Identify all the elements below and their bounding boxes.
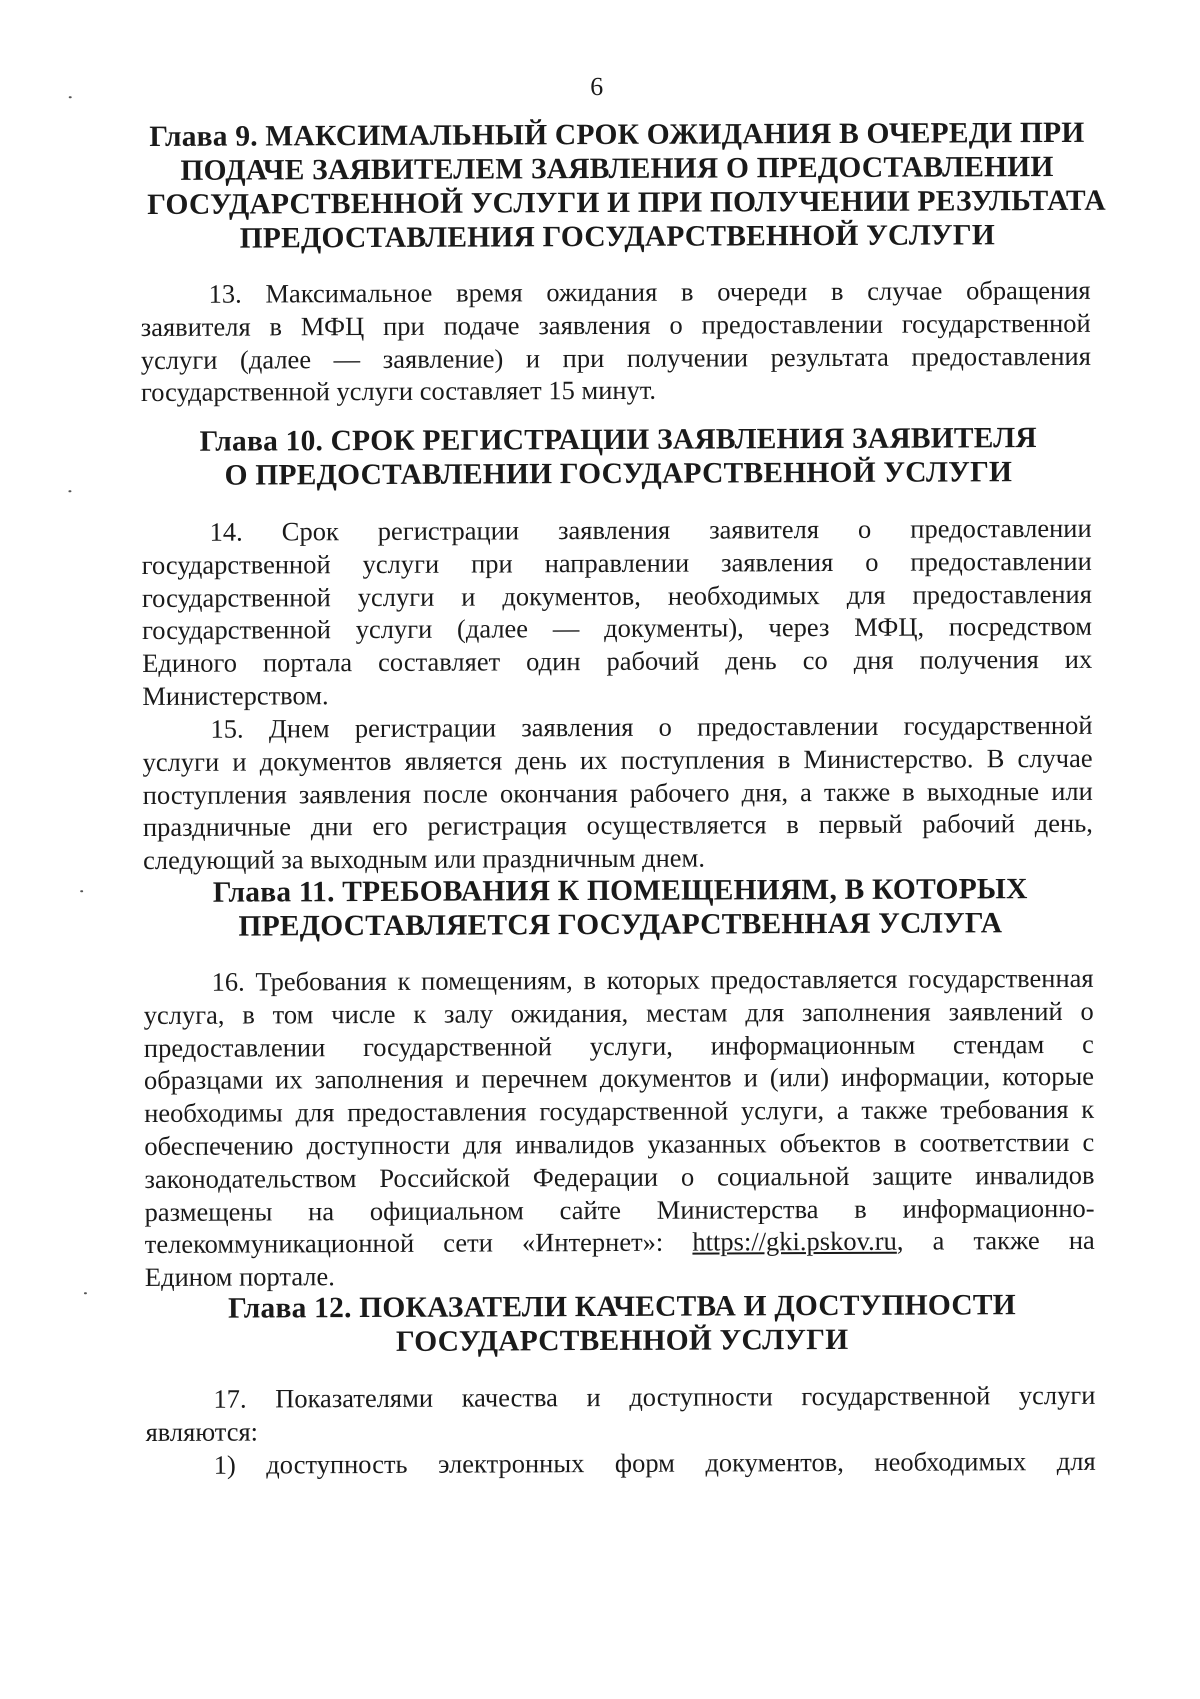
scan-speck	[80, 890, 83, 892]
paragraph-17	[145, 1379, 1095, 1482]
paragraph-line: услуга, в том числе к залу ожидания, местам для заполнения заявлений о	[143, 995, 1094, 1030]
paragraph-line: предоставлении государственной услуги, информационным стендам с	[143, 1028, 1094, 1063]
paragraph-line: государственной услуги и документов, необходимых для предоставления	[141, 578, 1092, 613]
heading-line: Глава 12. ПОКАЗАТЕЛИ КАЧЕСТВА И ДОСТУПНОСТИ	[228, 1289, 1016, 1325]
scan-speck	[68, 490, 71, 492]
heading-line: Глава 11. ТРЕБОВАНИЯ К ПОМЕЩЕНИЯМ, В КОТОРЫХ	[212, 873, 1028, 909]
heading-line: ГОСУДАРСТВЕННОЙ УСЛУГИ И ПРИ ПОЛУЧЕНИИ РЕЗУЛЬТАТА	[147, 184, 1106, 221]
chapter-9-heading	[147, 116, 1106, 256]
paragraph-13	[141, 274, 1092, 409]
heading-line: ПРЕДОСТАВЛЯЕТСЯ ГОСУДАРСТВЕННАЯ УСЛУГА	[238, 907, 1003, 943]
paragraph-line: законодательством Российской Федерации о социальной защите инвалидов	[144, 1159, 1095, 1194]
paragraph-line: поступления заявления после окончания рабочего дня, а также в выходные или	[142, 775, 1093, 810]
paragraph-line: Единого портала составляет один рабочий день со дня получения их	[142, 644, 1093, 679]
paragraph-line: государственной услуги при направлении заявления о предоставлении	[141, 545, 1092, 580]
paragraph-15	[142, 709, 1093, 877]
paragraph-line: 13. Максимальное время ожидания в очереди в случае обращения	[208, 274, 1091, 309]
paragraph-line: образцами их заполнения и перечнем документов и (или) информации, которые	[143, 1061, 1095, 1096]
list-item-1: 1) доступность электронных форм документов, необходимых для	[213, 1445, 1096, 1480]
chapter-12-heading	[152, 1288, 1092, 1360]
chapter-10-heading	[148, 421, 1088, 493]
ministry-website-link[interactable]: https://gki.pskov.ru	[692, 1226, 897, 1257]
heading-line: О ПРЕДОСТАВЛЕНИИ ГОСУДАРСТВЕННОЙ УСЛУГИ	[224, 456, 1013, 492]
link-line-prefix: телекоммуникационной сети «Интернет»:	[144, 1227, 664, 1260]
paragraph-16	[144, 962, 1095, 1294]
chapter-11-heading	[150, 872, 1090, 944]
scan-speck	[69, 96, 72, 98]
paragraph-line: заявителя в МФЦ при подаче заявления о предоставлении государственной	[140, 307, 1091, 342]
paragraph-line: 14. Срок регистрации заявления заявителя о предоставлении	[209, 512, 1092, 547]
paragraph-14	[142, 512, 1093, 713]
paragraph-line: Едином портале.	[144, 1261, 335, 1293]
heading-line: ПОДАЧЕ ЗАЯВИТЕЛЕМ ЗАЯВЛЕНИЯ О ПРЕДОСТАВЛЕНИИ	[180, 151, 1054, 187]
paragraph-line: государственной услуги составляет 15 минут.	[140, 375, 657, 408]
paragraph-line: праздничные дни его регистрация осуществляется в первый рабочий день,	[142, 808, 1093, 843]
paragraph-line-with-link	[145, 1224, 1095, 1261]
paragraph-line: 15. Днем регистрации заявления о предоставлении государственной	[210, 709, 1093, 744]
heading-line: ПРЕДОСТАВЛЕНИЯ ГОСУДАРСТВЕННОЙ УСЛУГИ	[239, 219, 995, 255]
paragraph-line: государственной услуги (далее — документы), через МФЦ, посредством	[141, 611, 1093, 646]
link-line-suffix: , а также на	[896, 1225, 1095, 1257]
page-number: 6	[590, 71, 604, 102]
paragraph-line: услуги и документов является день их поступления в Министерство. В случае	[142, 742, 1093, 777]
paragraph-line: являются:	[145, 1416, 259, 1447]
paragraph-line: обеспечению доступности для инвалидов указанных объектов в соответствии с	[144, 1126, 1095, 1161]
heading-line: ГОСУДАРСТВЕННОЙ УСЛУГИ	[395, 1323, 849, 1358]
paragraph-line: 17. Показателями качества и доступности государственной услуги	[213, 1379, 1096, 1414]
paragraph-line: необходимы для предоставления государственной услуги, а также требования к	[144, 1094, 1095, 1129]
heading-line: Глава 10. СРОК РЕГИСТРАЦИИ ЗАЯВЛЕНИЯ ЗАЯВИТЕЛЯ	[199, 422, 1037, 458]
paragraph-line: 16. Требования к помещениям, в которых предоставляется государственная	[211, 962, 1094, 997]
heading-line: Глава 9. МАКСИМАЛЬНЫЙ СРОК ОЖИДАНИЯ В ОЧЕРЕДИ ПРИ	[149, 116, 1085, 153]
paragraph-line: размещены на официальном сайте Министерства в информационно-	[144, 1192, 1095, 1227]
paragraph-line: услуги (далее — заявление) и при получении результата предоставления	[140, 340, 1091, 375]
scan-speck	[84, 1292, 87, 1294]
paragraph-line: Министерством.	[142, 680, 329, 711]
paragraph-line: следующий за выходным или праздничным днем.	[142, 842, 705, 876]
